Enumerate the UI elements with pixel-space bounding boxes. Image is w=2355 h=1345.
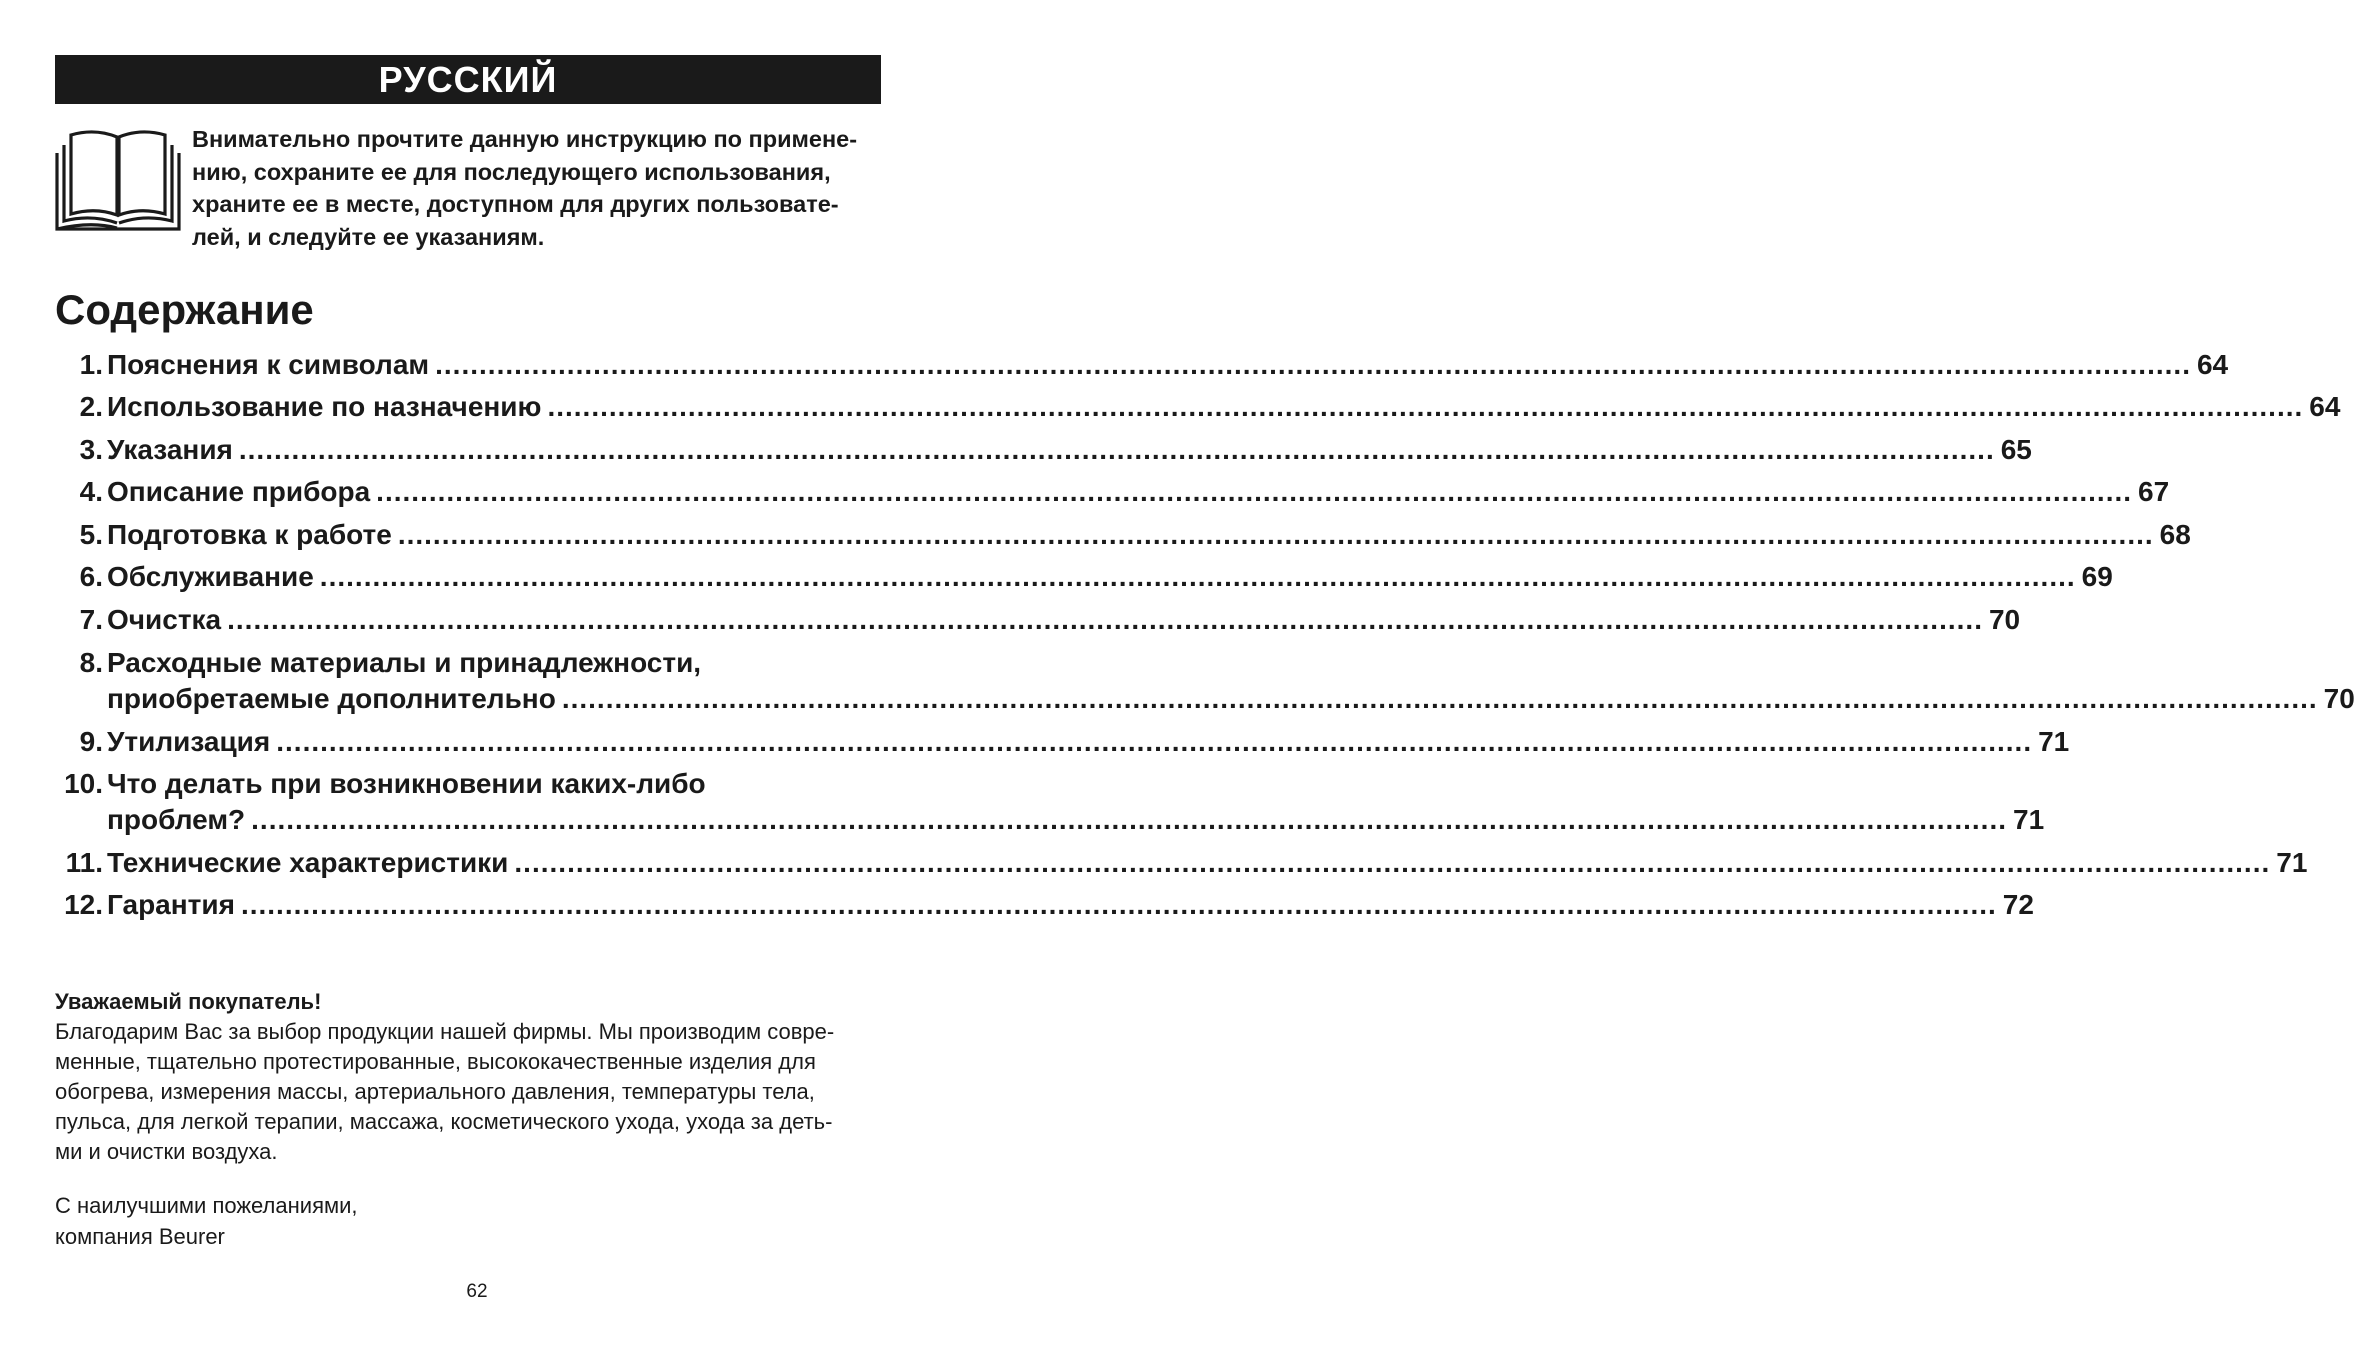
- toc-item-label: Пояснения к символам: [107, 349, 430, 380]
- greeting-line: ми и очистки воздуха.: [55, 1139, 278, 1164]
- greeting-line: обогрева, измерения массы, артериального давления, температуры тела,: [55, 1079, 815, 1104]
- toc-item-page: 68: [2159, 519, 2191, 550]
- toc-item-10[interactable]: [55, 764, 881, 804]
- greeting-body: [55, 1017, 881, 1167]
- toc-item-page: 67: [2138, 476, 2170, 507]
- toc-leader-dots: ........................................................................................................................................................................................................: [435, 349, 2191, 380]
- signoff-line: компания Beurer: [55, 1224, 225, 1249]
- toc-item-label: Расходные материалы и принадлежности,: [107, 647, 702, 678]
- customer-greeting: [55, 987, 881, 1167]
- toc-item-page: 70: [1988, 604, 2021, 635]
- toc-item-label: Утилизация: [107, 726, 271, 757]
- toc-item-6[interactable]: [55, 557, 2113, 597]
- language-title: РУССКИЙ: [378, 58, 558, 100]
- signoff-line: С наилучшими пожеланиями,: [55, 1193, 358, 1218]
- toc-item-number: 4.: [79, 476, 103, 507]
- toc-item-label: Что делать при возникновении каких-либо: [107, 768, 706, 799]
- signoff: [55, 1190, 881, 1252]
- toc-item-number: 10.: [64, 768, 103, 799]
- toc-item-4[interactable]: [55, 472, 2170, 512]
- toc-leader-dots: ........................................................................................................................................................................................................: [319, 561, 2076, 592]
- intro-line: храните ее в месте, доступном для других пользовате-: [192, 191, 839, 217]
- intro-line: нию, сохраните ее для последующего использования,: [192, 158, 831, 185]
- toc-item-label: Обслуживание: [107, 561, 314, 592]
- toc-item-label: проблем?: [107, 804, 246, 835]
- toc-leader-dots: ........................................................................................................................................................................................................: [547, 391, 2304, 422]
- toc-leader-dots: ........................................................................................................................................................................................................: [561, 683, 2318, 714]
- toc-item-label: Подготовка к работе: [107, 519, 392, 550]
- toc-item-number: 9.: [79, 726, 103, 757]
- open-book-icon: [55, 127, 181, 231]
- toc-item-page: 71: [2276, 847, 2308, 878]
- toc-leader-dots: ........................................................................................................................................................................................................: [240, 889, 1997, 920]
- toc-leader-dots: ........................................................................................................................................................................................................: [251, 804, 2008, 835]
- language-header: [55, 55, 881, 104]
- toc-item-label: Гарантия: [107, 889, 235, 920]
- intro-block: [55, 123, 881, 263]
- intro-text: [192, 123, 884, 253]
- toc-item-page: 70: [2323, 683, 2355, 714]
- toc-item-number: 12.: [64, 889, 103, 920]
- intro-line: лей, и следуйте ее указаниям.: [192, 223, 545, 250]
- toc-item-number: 11.: [65, 847, 103, 878]
- toc-item-8[interactable]: [55, 643, 881, 683]
- toc-item-number: 7.: [79, 604, 103, 635]
- toc-item-number: 6.: [79, 561, 103, 592]
- toc-leader-dots: ........................................................................................................................................................................................................: [514, 847, 2271, 878]
- toc-item-5[interactable]: [55, 515, 2191, 555]
- toc-item-page: 65: [2000, 434, 2032, 465]
- toc-leader-dots: ........................................................................................................................................................................................................: [227, 604, 1983, 635]
- toc-leader-dots: ........................................................................................................................................................................................................: [276, 726, 2033, 757]
- toc-item-number: 8.: [79, 647, 103, 678]
- toc-item-page: 64: [2309, 391, 2341, 422]
- toc-item-number: 5.: [79, 519, 103, 550]
- toc-item-label: Очистка: [107, 604, 222, 635]
- toc-leader-dots: ........................................................................................................................................................................................................: [376, 476, 2133, 507]
- toc-item-page: 69: [2081, 561, 2113, 592]
- toc-item-11[interactable]: [55, 843, 2308, 883]
- toc-item-page: 71: [2013, 804, 2045, 835]
- greeting-heading: Уважаемый покупатель!: [55, 989, 322, 1014]
- page-number: 62: [466, 1281, 488, 1302]
- toc-item-label: Описание прибора: [107, 476, 371, 507]
- toc-item-8-continued[interactable]: [55, 679, 2355, 719]
- toc-item-7[interactable]: [55, 600, 2021, 640]
- toc-item-label: Использование по назначению: [107, 391, 542, 422]
- toc-item-10-continued[interactable]: [55, 800, 2045, 840]
- toc-item-3[interactable]: [55, 430, 2032, 470]
- greeting-line: пульса, для легкой терапии, массажа, косметического ухода, ухода за деть-: [55, 1109, 833, 1134]
- toc-item-12[interactable]: [55, 885, 2034, 925]
- toc-item-label: Указания: [107, 434, 233, 465]
- toc-item-page: 72: [2002, 889, 2034, 920]
- intro-line: Внимательно прочтите данную инструкцию по примене-: [192, 126, 858, 152]
- toc-item-1[interactable]: [55, 345, 2229, 385]
- greeting-line: менные, тщательно протестированные, высококачественные изделия для: [55, 1049, 816, 1074]
- toc-item-2[interactable]: [55, 387, 2341, 427]
- greeting-line: Благодарим Вас за выбор продукции нашей фирмы. Мы производим совре-: [55, 1019, 835, 1044]
- toc-item-label: приобретаемые дополнительно: [107, 683, 556, 714]
- toc-title: Содержание: [55, 286, 314, 333]
- toc-item-9[interactable]: [55, 722, 2070, 762]
- toc-item-number: 1.: [79, 349, 103, 380]
- toc-item-number: 2.: [79, 391, 103, 422]
- toc-item-label: Технические характеристики: [107, 847, 509, 878]
- toc-leader-dots: ........................................................................................................................................................................................................: [238, 434, 1995, 465]
- toc-item-page: 71: [2038, 726, 2070, 757]
- toc-item-number: 3.: [79, 434, 103, 465]
- toc-leader-dots: ........................................................................................................................................................................................................: [397, 519, 2154, 550]
- toc-item-page: 64: [2196, 349, 2229, 380]
